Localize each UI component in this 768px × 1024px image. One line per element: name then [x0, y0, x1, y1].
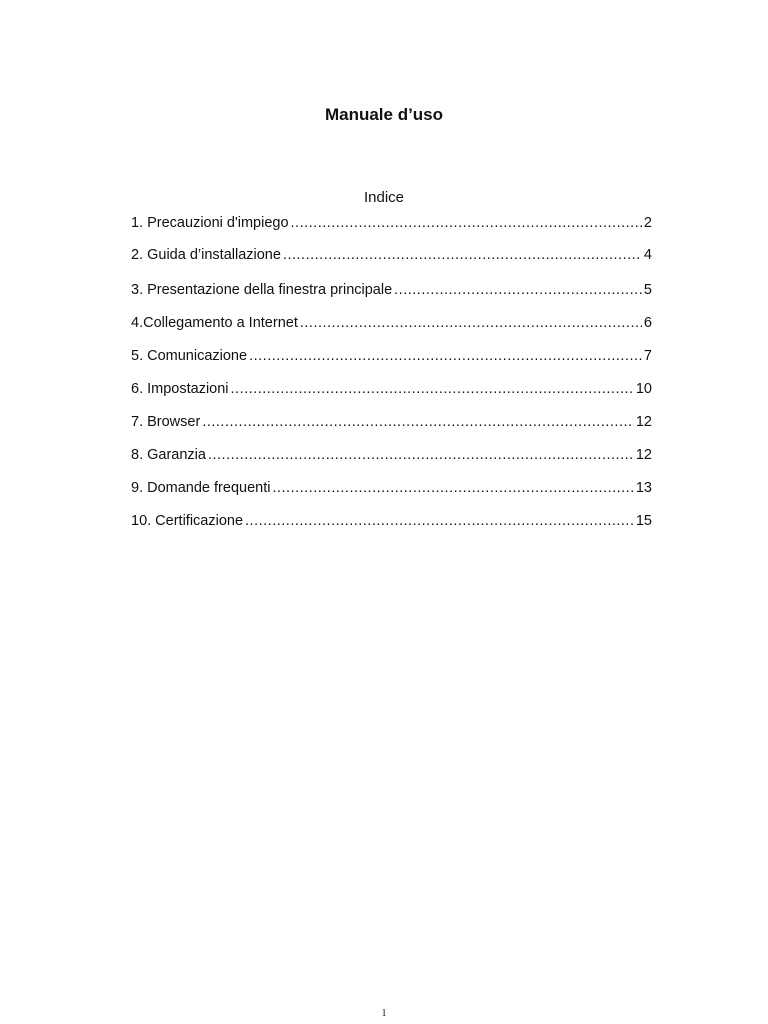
toc-entry-label: 9. Domande frequenti	[131, 480, 271, 496]
toc-entry-impostazioni	[131, 377, 652, 399]
toc-entry-label: 7. Browser	[131, 414, 201, 430]
toc-entry-browser	[131, 410, 652, 432]
toc-entry-label: 4.Collegamento a Internet	[131, 315, 298, 331]
toc-entry-label: 3. Presentazione della finestra principale	[131, 282, 393, 298]
toc-entry-label: 2. Guida d’installazione	[131, 247, 281, 263]
page-number: 1	[381, 1008, 387, 1019]
toc-leader-dots	[300, 313, 642, 333]
toc-leader-dots	[208, 445, 634, 465]
toc-heading: Indice	[363, 189, 405, 206]
toc-entry-label: 6. Impostazioni	[131, 381, 229, 397]
toc-leader-dots	[291, 213, 642, 233]
toc-entry-page: 10	[635, 381, 652, 397]
toc-entry-label: 10. Certificazione	[131, 513, 244, 529]
toc-leader-dots	[272, 478, 633, 498]
toc-leader-dots	[249, 346, 642, 366]
toc-entry-finestra-principale	[131, 278, 652, 300]
document-title: Manuale d’uso	[324, 105, 444, 124]
toc-entry-page: 6	[643, 315, 652, 331]
toc-entry-label: 5. Comunicazione	[131, 348, 248, 364]
toc-entry-page: 13	[635, 480, 652, 496]
toc-leader-dots	[231, 379, 634, 399]
toc-leader-dots	[394, 280, 642, 300]
toc-entry-page: 15	[635, 513, 652, 529]
toc-entry-precauzioni	[131, 211, 652, 233]
toc-entry-page: 2	[643, 215, 652, 231]
toc-entry-page: 12	[635, 447, 652, 463]
toc-entry-domande-frequenti	[131, 476, 652, 498]
toc-entry-installazione	[131, 243, 652, 265]
toc-entry-label: 1. Precauzioni d'impiego	[131, 215, 289, 231]
toc-entry-page: 12	[635, 414, 652, 430]
toc-entry-page: 7	[643, 348, 652, 364]
toc-leader-dots	[245, 511, 634, 531]
toc-leader-dots	[283, 245, 642, 265]
toc-entry-certificazione	[131, 509, 652, 531]
toc-leader-dots	[202, 412, 634, 432]
toc-entry-garanzia	[131, 443, 652, 465]
toc-entry-comunicazione	[131, 344, 652, 366]
toc-entry-page: 5	[643, 282, 652, 298]
toc-entry-page: 4	[643, 247, 652, 263]
toc-entry-internet	[131, 311, 652, 333]
toc-entry-label: 8. Garanzia	[131, 447, 206, 463]
